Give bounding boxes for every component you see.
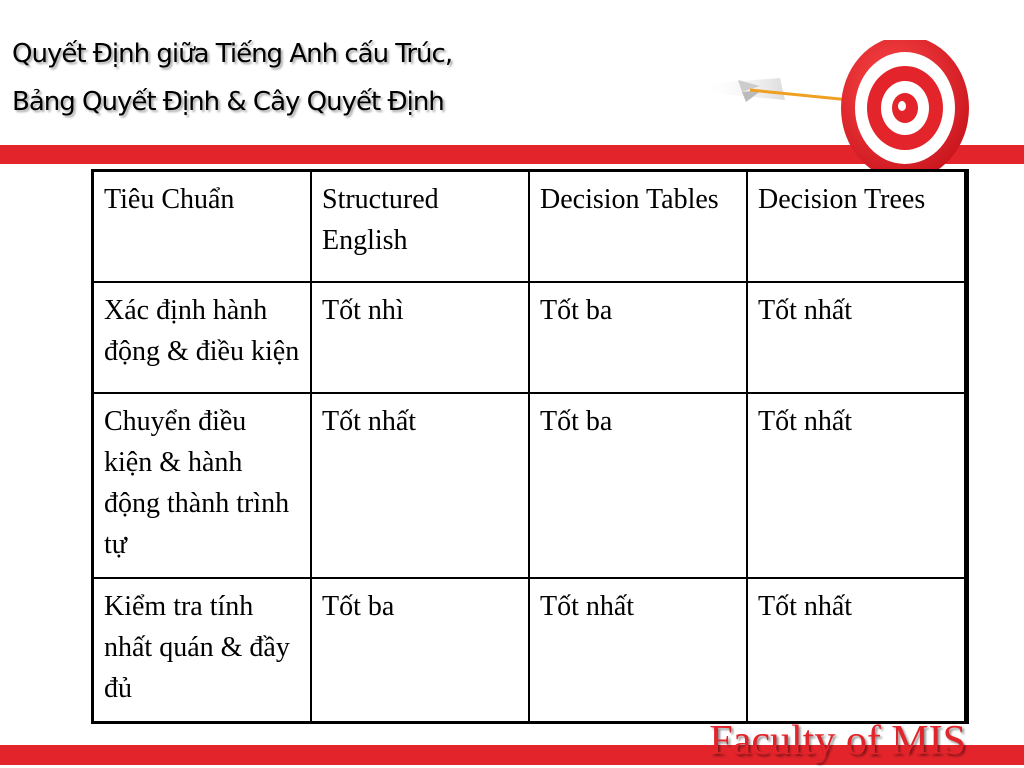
header-cell-criterion: Tiêu Chuẩn — [93, 171, 311, 282]
footer-brand-text: Faculty of MIS — [709, 718, 966, 764]
table-cell-criterion: Kiểm tra tính nhất quán & đầy đủ — [93, 578, 311, 722]
table-cell-criterion: Xác định hành động & điều kiện — [93, 282, 311, 393]
comparison-table — [92, 170, 966, 723]
table-cell-decision-tables: Tốt ba — [529, 282, 747, 393]
header-cell-decision-trees: Decision Trees — [747, 171, 965, 282]
table-cell-decision-trees: Tốt nhất — [747, 578, 965, 722]
table-row — [93, 393, 965, 578]
slide-title-line-1: Quyết Định giữa Tiếng Anh cấu Trúc, — [12, 39, 453, 69]
table-cell-structured-english: Tốt nhì — [311, 282, 529, 393]
table-cell-decision-trees: Tốt nhất — [747, 393, 965, 578]
table-header-row — [93, 171, 965, 282]
table-cell-structured-english: Tốt nhất — [311, 393, 529, 578]
table-row — [93, 282, 965, 393]
table-row — [93, 578, 965, 722]
target-with-arrow-icon — [690, 40, 990, 190]
table-cell-structured-english: Tốt ba — [311, 578, 529, 722]
header-cell-decision-tables: Decision Tables — [529, 171, 747, 282]
table-cell-criterion: Chuyển điều kiện & hành động thành trình tự — [93, 393, 311, 578]
slide-title-line-2: Bảng Quyết Định & Cây Quyết Định — [12, 87, 444, 117]
table-cell-decision-tables: Tốt nhất — [529, 578, 747, 722]
table-cell-decision-trees: Tốt nhất — [747, 282, 965, 393]
header-cell-structured-english: Structured English — [311, 171, 529, 282]
table-cell-decision-tables: Tốt ba — [529, 393, 747, 578]
